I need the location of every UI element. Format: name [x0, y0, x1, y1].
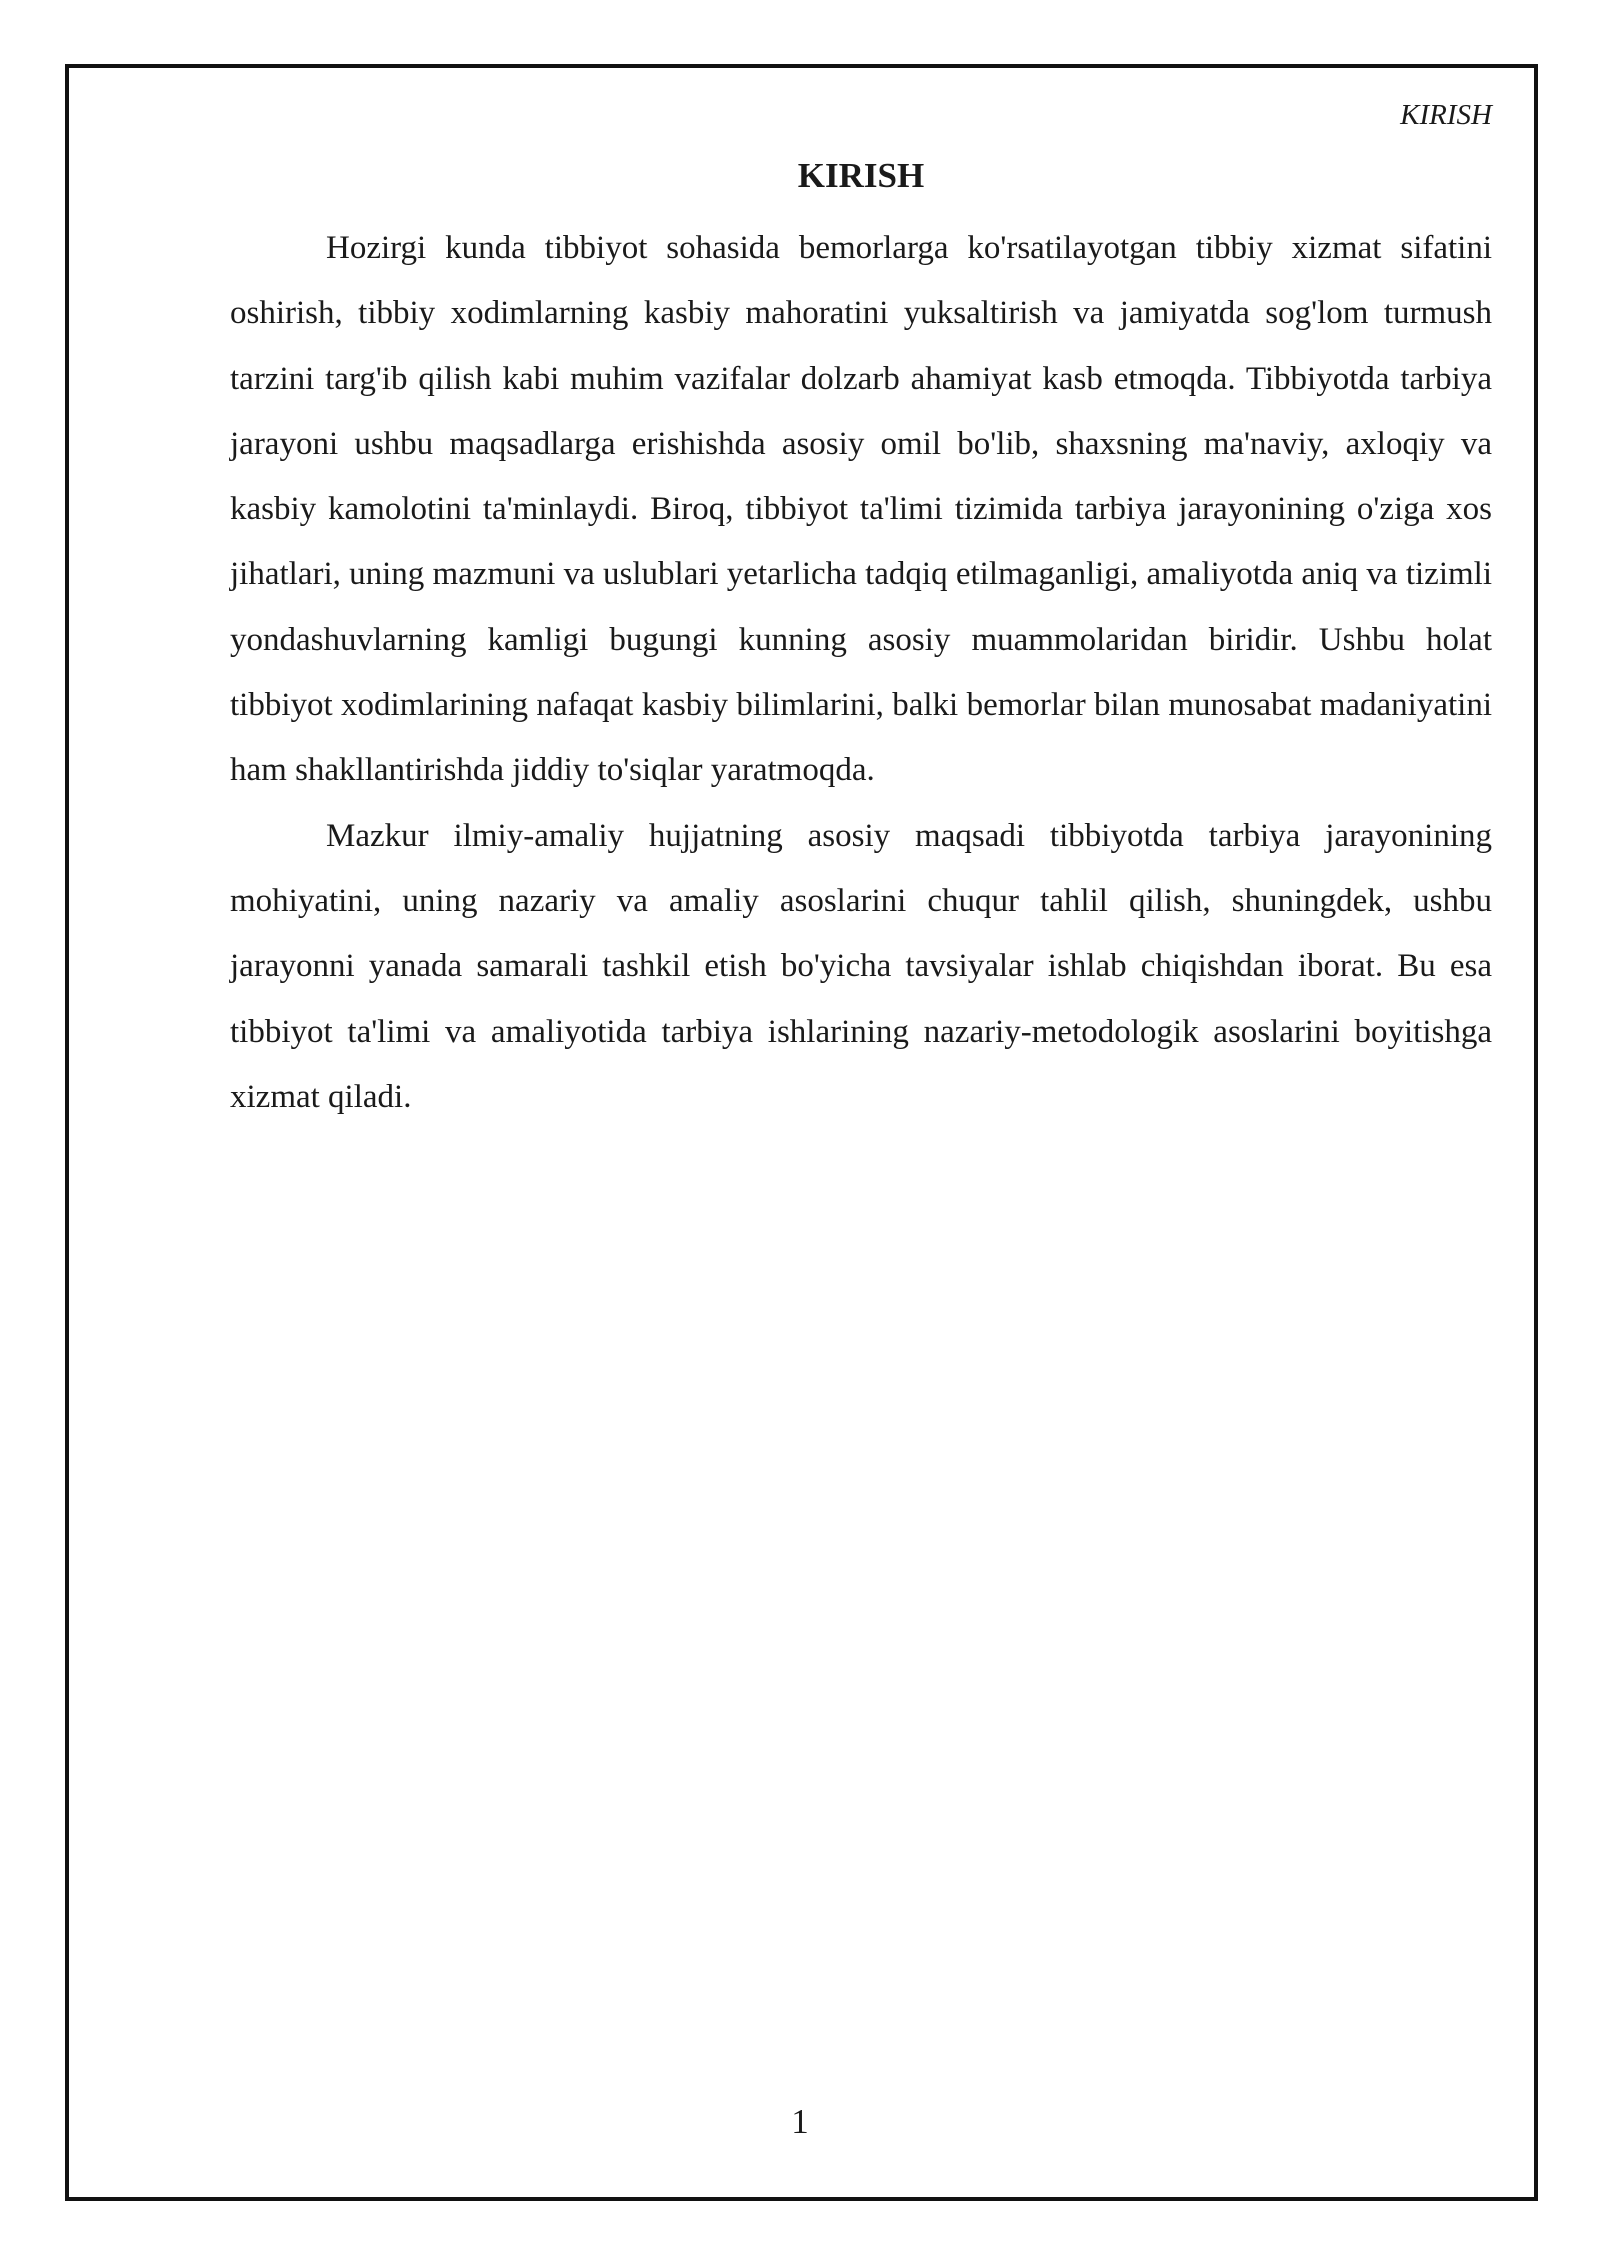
body-paragraph-2: Mazkur ilmiy-amaliy hujjatning asosiy maqsadi tibbiyotda tarbiya jarayonining mohiyatini, uning nazariy va amaliy asoslarini chuqur tahlil qilish, shuningdek, ushbu jarayonni yanada samarali tashkil etish bo'yicha tavsiyalar ishlab chiqishdan iborat. Bu esa tibbiyot ta'limi va amaliyotida tarbiya ishlarining nazariy-metodologik asoslarini boyitishga xizmat qiladi.: [230, 817, 1492, 1115]
page-number: 1: [791, 2102, 809, 2141]
body-paragraph-1: Hozirgi kunda tibbiyot sohasida bemorlarga ko'rsatilayotgan tibbiy xizmat sifatini oshirish, tibbiy xodimlarning kasbiy mahoratini yuksaltirish va jamiyatda sog'lom turmush tarzini targ'ib qilish kabi muhim vazifalar dolzarb ahamiyat kasb etmoqda. Tibbiyotda tarbiya jarayoni ushbu maqsadlarga erishishda asosiy omil bo'lib, shaxsning ma'naviy, axloqiy va kasbiy kamolotini ta'minlaydi. Biroq, tibbiyot ta'limi tizimida tarbiya jarayonining o'ziga xos jihatlari, uning mazmuni va uslublari yetarlicha tadqiq etilmaganligi, amaliyotda aniq va tizimli yondashuvlarning kamligi bugungi kunning asosiy muammolaridan biridir. Ushbu holat tibbiyot xodimlarining nafaqat kasbiy bilimlarini, balki bemorlar bilan munosabat madaniyatini ham shakllantirishda jiddiy to'siqlar yaratmoqda.: [230, 230, 1492, 789]
running-header: KIRISH: [1400, 99, 1492, 131]
page-body: [230, 150, 1492, 1130]
section-title: KIRISH: [797, 156, 925, 195]
